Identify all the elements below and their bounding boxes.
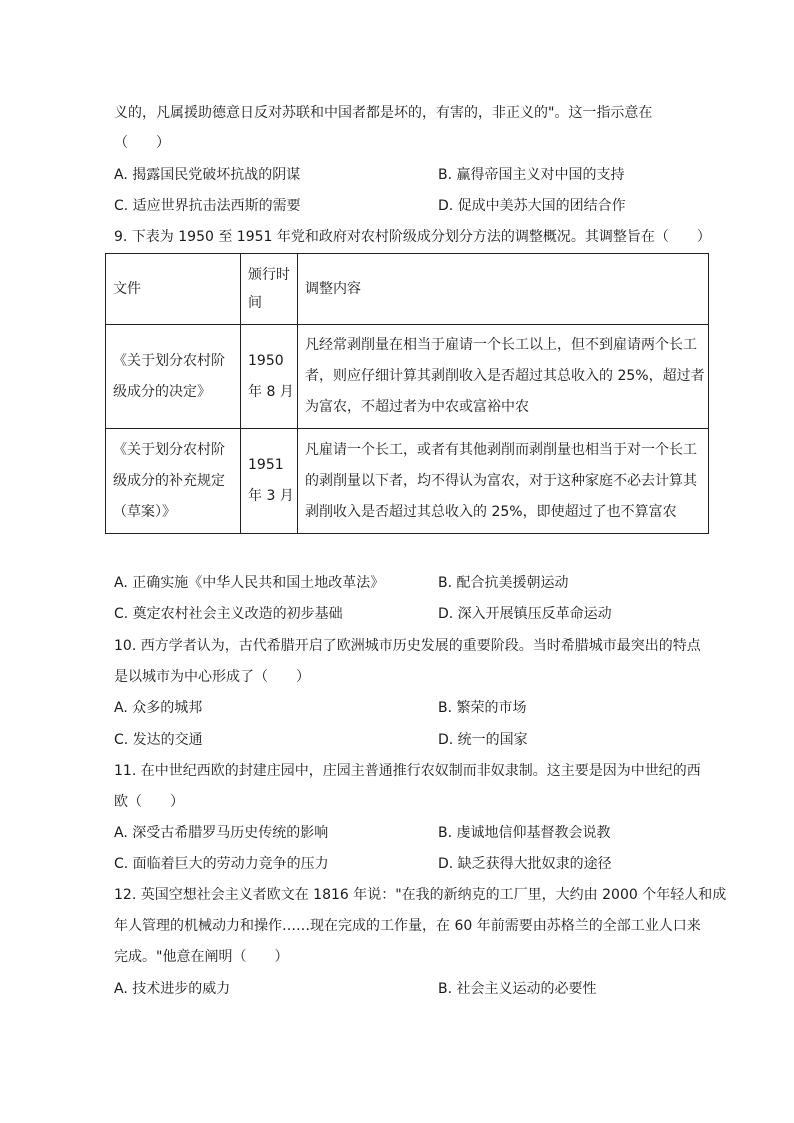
q8-option-d: D. 促成中美苏大国的团结合作 xyxy=(438,198,626,214)
table-row xyxy=(106,429,709,534)
q9-option-d: D. 深入开展镇压反革命运动 xyxy=(438,606,612,622)
table-header-row xyxy=(106,254,709,325)
q8-option-b: B. 赢得帝国主义对中国的支持 xyxy=(438,167,625,183)
q8-answer-paren: （ ） xyxy=(114,135,170,151)
q11-stem-line1: 11. 在中世纪西欧的封建庄园中，庄园主普通推行农奴制而非奴隶制。这主要是因为中世纪的西 xyxy=(114,763,701,779)
q11-option-d: D. 缺乏获得大批奴隶的途径 xyxy=(438,856,612,872)
q8-stem-continuation: 义的，凡属援助德意日反对苏联和中国者都是坏的，有害的，非正义的"。这一指示意在 xyxy=(114,105,653,121)
q10-stem-line2: 是以城市为中心形成了（ ） xyxy=(114,669,310,685)
header-content: 调整内容 xyxy=(298,254,709,325)
q12-stem-line2: 年人管理的机械动力和操作……现在完成的工作量，在 60 年前需要由苏格兰的全部工业人口来 xyxy=(114,918,701,934)
row2-content: 凡雇请一个长工，或者有其他剥削而剥削量也相当于对一个长工 的剥削量以下者，均不得认为富农，对于这种家庭不必去计算其 剥削收入是否超过其总收入的 25%，即使超过了也不算富农 xyxy=(298,429,709,534)
q10-option-c: C. 发达的交通 xyxy=(114,732,203,748)
q9-option-c: C. 奠定农村社会主义改造的初步基础 xyxy=(114,606,343,622)
q11-stem-line2: 欧（ ） xyxy=(114,794,184,810)
q10-stem-line1: 10. 西方学者认为，古代希腊开启了欧洲城市历史发展的重要阶段。当时希腊城市最突出的特点 xyxy=(114,638,701,654)
row1-content: 凡经常剥削量在相当于雇请一个长工以上，但不到雇请两个长工 者，则应仔细计算其剥削收入是否超过其总收入的 25%，超过者 为富农，不超过者为中农或富裕中农 xyxy=(298,325,709,429)
row2-file: 《关于划分农村阶 级成分的补充规定 （草案）》 xyxy=(106,429,241,534)
q11-option-b: B. 虔诚地信仰基督教会说教 xyxy=(438,825,611,841)
row1-file: 《关于划分农村阶 级成分的决定》 xyxy=(106,325,241,429)
q12-option-b: B. 社会主义运动的必要性 xyxy=(438,981,597,997)
q8-option-c: C. 适应世界抗击法西斯的需要 xyxy=(114,198,301,214)
table-row xyxy=(106,325,709,429)
row2-date: 1951 年 3 月 xyxy=(241,429,298,534)
q11-option-a: A. 深受古希腊罗马历史传统的影响 xyxy=(114,825,329,841)
q10-option-b: B. 繁荣的市场 xyxy=(438,700,527,716)
q10-option-d: D. 统一的国家 xyxy=(438,732,528,748)
q12-stem-line1: 12. 英国空想社会主义者欧文在 1816 年说："在我的新纳克的工厂里，大约由 2000 个年轻人和成 xyxy=(114,887,727,903)
q10-option-a: A. 众多的城邦 xyxy=(114,700,203,716)
q9-table xyxy=(105,253,709,534)
q12-option-a: A. 技术进步的威力 xyxy=(114,981,231,997)
q8-option-a: A. 揭露国民党破坏抗战的阴谋 xyxy=(114,167,301,183)
header-date: 颁行时 间 xyxy=(241,254,298,325)
q9-stem: 9. 下表为 1950 至 1951 年党和政府对农村阶级成分划分方法的调整概况。其调整旨在（ ） xyxy=(114,229,711,245)
q9-option-b: B. 配合抗美援朝运动 xyxy=(438,575,569,591)
q9-option-a: A. 正确实施《中华人民共和国土地改革法》 xyxy=(114,575,385,591)
row1-date: 1950 年 8 月 xyxy=(241,325,298,429)
q12-stem-line3: 完成。"他意在阐明（ ） xyxy=(114,949,289,965)
q11-option-c: C. 面临着巨大的劳动力竞争的压力 xyxy=(114,856,329,872)
header-file: 文件 xyxy=(106,254,241,325)
